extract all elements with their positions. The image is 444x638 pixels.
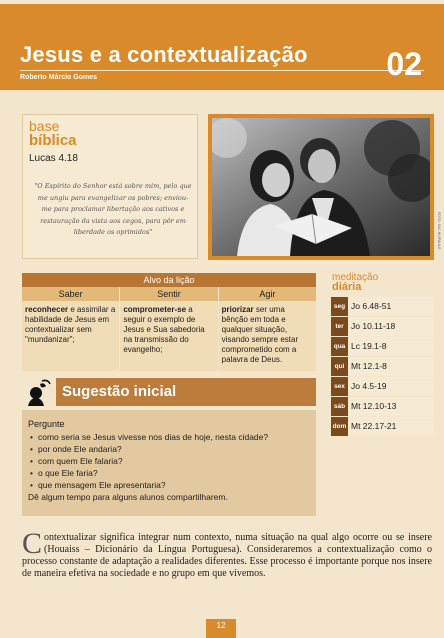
lesson-number: 02 xyxy=(386,46,422,82)
photo-frame xyxy=(208,114,434,260)
meditacao-ref: Mt 12.1-8 xyxy=(348,357,434,376)
photo-credit: FOTO: SXC.HU/PAULO xyxy=(437,212,441,250)
base-biblica-label-bottom: bíblica xyxy=(29,132,77,149)
intro-text: ontextualizar significa integrar num contexto, numa situação na qual algo ocorre ou se insere (Houaiss – Dicionário da Língua Portuguesa). Consideraremos a contextualização como o processo constante de adaptação a realidades diferentes. Esse processo é importante porque nos insere de maneira efetiva na sociedade e no grupo em que vivemos. xyxy=(22,532,432,579)
alvo-cell-saber xyxy=(22,301,120,371)
list-item: • o que Ele faria? xyxy=(28,467,310,479)
meditacao-day: ter xyxy=(331,317,348,336)
meditacao-row xyxy=(331,417,434,436)
base-biblica-reference: Lucas 4.18 xyxy=(29,153,78,164)
lesson-title: Jesus e a contextualização xyxy=(20,42,308,67)
meditacao-ref: Jo 4.5-19 xyxy=(348,377,434,396)
list-item: • por onde Ele andaria? xyxy=(28,443,310,455)
intro-paragraph xyxy=(22,527,432,580)
alvo-cell-saber-text: e assimilar a habilidade de Jesus em contextualizar sem "mundanizar"; xyxy=(25,305,116,344)
alvo-col-agir: Agir xyxy=(219,287,316,301)
base-biblica-label-top: base xyxy=(29,118,60,134)
speaker-person-icon xyxy=(22,378,54,406)
alvo-cell-agir-text: ser uma bênção em toda e qualquer situação, visando sempre estar comprometido com a palavra de Deus. xyxy=(221,305,299,364)
meditacao-label-top: meditação xyxy=(332,272,379,283)
meditacao-day: sex xyxy=(331,377,348,396)
alvo-col-saber: Saber xyxy=(22,287,120,301)
meditacao-diaria-table xyxy=(331,297,434,437)
photo-two-students-reading xyxy=(212,118,430,256)
alvo-cell-saber-verb: reconhecer xyxy=(25,305,69,314)
meditacao-day: qua xyxy=(331,337,348,356)
sugestao-header xyxy=(22,378,316,406)
header-band xyxy=(0,0,444,90)
alvo-cell-sentir-verb: comprometer-se xyxy=(123,305,187,314)
alvo-cell-sentir-text: a seguir o exemplo de Jesus e Sua sabedoria na transmissão do evangelho; xyxy=(123,305,205,354)
meditacao-row xyxy=(331,317,434,336)
base-biblica-quote: "O Espírito do Senhor está sobre mim, pelo que me ungiu para evangelizar os pobres; enviou-me para proclamar libertação aos cativos e restauração da vista aos cegos, para pôr em liberdade os oprimidos" xyxy=(34,182,192,236)
meditacao-row xyxy=(331,297,434,316)
meditacao-row xyxy=(331,397,434,416)
list-item: • como seria se Jesus vivesse nos dias de hoje, nesta cidade? xyxy=(28,431,310,443)
meditacao-ref: Lc 19.1-8 xyxy=(348,337,434,356)
meditacao-day: sáb xyxy=(331,397,348,416)
alvo-cell-sentir xyxy=(120,301,218,371)
photo-illustration xyxy=(212,118,430,256)
meditacao-day: dom xyxy=(331,417,348,436)
header-top-line xyxy=(0,0,444,4)
list-item: • com quem Ele falaria? xyxy=(28,455,310,467)
meditacao-label-bottom: diária xyxy=(332,281,362,293)
author-name: Roberto Márcio Gomes xyxy=(20,74,98,81)
meditacao-day: qui xyxy=(331,357,348,376)
sugestao-title: Sugestão inicial xyxy=(56,378,316,406)
sugestao-body xyxy=(22,410,316,516)
meditacao-row xyxy=(331,357,434,376)
alvo-title: Alvo da lição xyxy=(22,273,316,287)
pergunte-label: Pergunte xyxy=(28,419,65,429)
meditacao-row xyxy=(331,337,434,356)
drop-cap: C xyxy=(22,527,43,560)
page-number: 12 xyxy=(206,619,236,638)
alvo-cell-agir-verb: priorizar xyxy=(221,305,254,314)
alvo-da-licao-table xyxy=(22,273,316,371)
meditacao-ref: Jo 10.11-18 xyxy=(348,317,434,336)
sugestao-closing: Dê algum tempo para alguns alunos compartilharem. xyxy=(28,492,228,502)
base-biblica-box xyxy=(22,114,198,259)
alvo-col-sentir: Sentir xyxy=(120,287,218,301)
title-rule xyxy=(20,70,424,71)
meditacao-ref: Jo 6.48-51 xyxy=(348,297,434,316)
meditacao-row xyxy=(331,377,434,396)
meditacao-ref: Mt 12.10-13 xyxy=(348,397,434,416)
alvo-column-headers xyxy=(22,287,316,301)
alvo-cell-agir xyxy=(219,301,316,371)
alvo-body-row xyxy=(22,301,316,371)
meditacao-ref: Mt 22.17-21 xyxy=(348,417,434,436)
list-item: • que mensagem Ele apresentaria? xyxy=(28,479,310,491)
meditacao-day: seg xyxy=(331,297,348,316)
pergunta-list xyxy=(28,431,310,491)
